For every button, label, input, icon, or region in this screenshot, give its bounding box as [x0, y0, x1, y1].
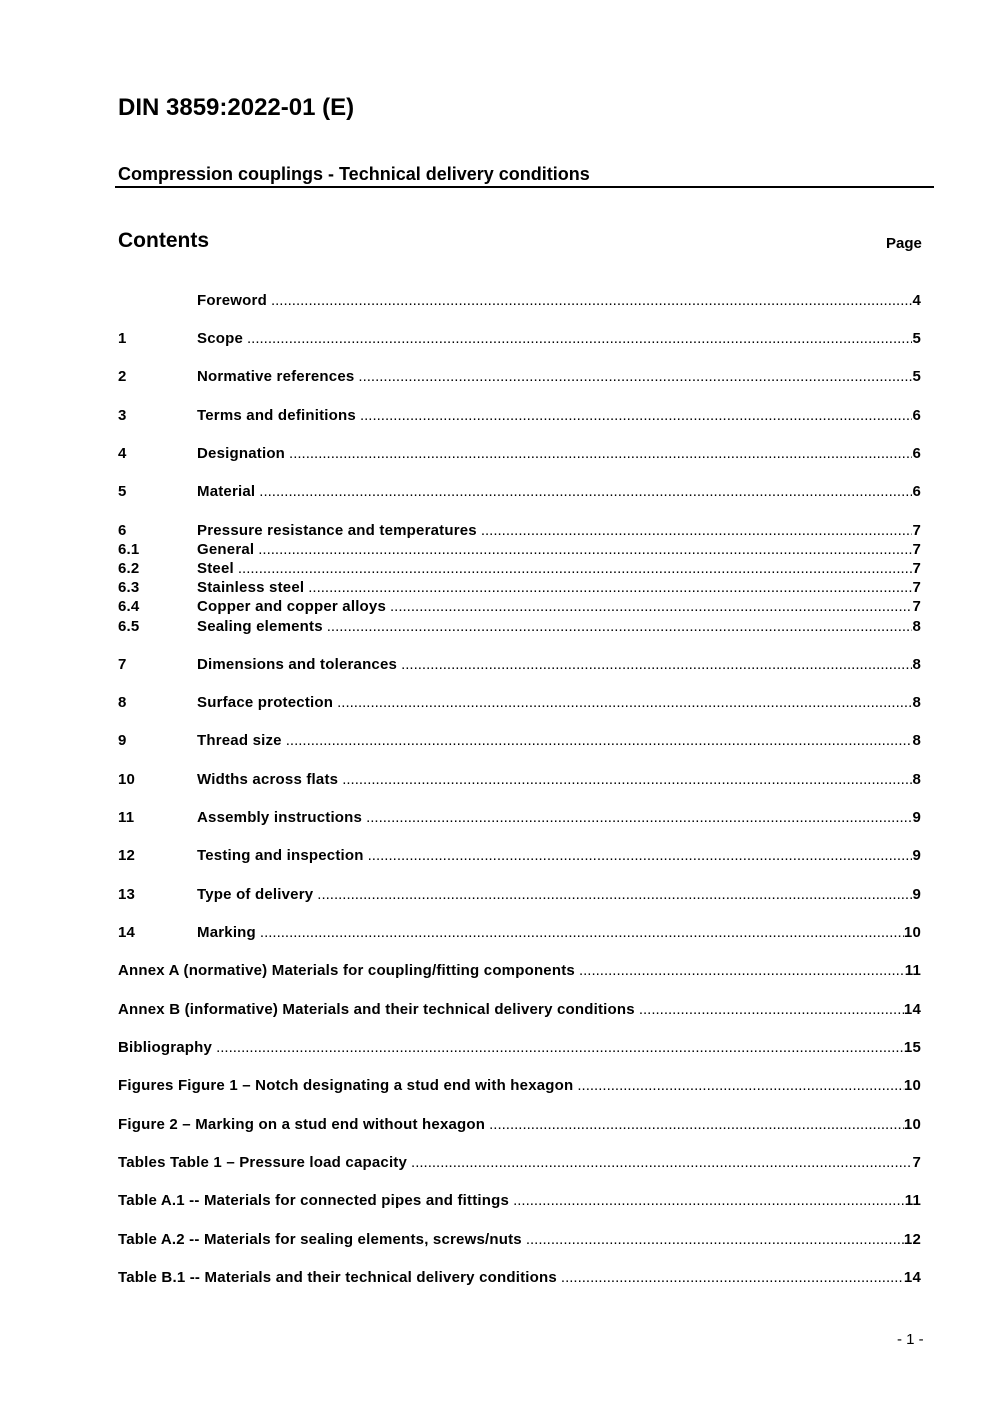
toc-entry-page: 9: [912, 886, 921, 903]
toc-entry[interactable]: [118, 579, 921, 599]
toc-entry-title: Sealing elements: [197, 618, 323, 635]
toc-entry-title: Thread size: [197, 732, 282, 749]
toc-entry-page: 12: [903, 1231, 921, 1248]
toc-leader-dots: [526, 1231, 904, 1248]
toc-entry-page: 8: [912, 694, 921, 711]
toc-entry-page: 15: [903, 1039, 921, 1056]
toc-entry-number: 6.3: [118, 579, 140, 596]
toc-entry-page: 9: [912, 847, 921, 864]
toc-entry[interactable]: [118, 330, 921, 350]
toc-entry-title: Annex B (informative) Materials and their technical delivery conditions: [118, 1001, 635, 1018]
toc-entry-page: 7: [912, 522, 921, 539]
toc-entry-page: 10: [903, 924, 921, 941]
toc-entry[interactable]: [118, 1231, 921, 1251]
toc-entry-page: 7: [912, 579, 921, 596]
toc-entry[interactable]: [118, 886, 921, 906]
toc-entry[interactable]: [118, 847, 921, 867]
toc-entry-title: Widths across flats: [197, 771, 339, 788]
toc-entry-number: 6.5: [118, 618, 140, 635]
toc-leader-dots: [317, 886, 912, 903]
toc-entry-number: 12: [118, 847, 136, 864]
toc-entry-title: Normative references: [197, 368, 355, 385]
toc-entry-title: Designation: [197, 445, 286, 462]
toc-entry[interactable]: [118, 656, 921, 676]
toc-entry-page: 11: [904, 1192, 921, 1209]
toc-entry-number: 11: [118, 809, 135, 826]
toc-entry-title: Bibliography: [118, 1039, 213, 1056]
toc-entry-title: Copper and copper alloys: [197, 598, 387, 615]
toc-entry-number: 4: [118, 445, 127, 462]
toc-leader-dots: [401, 656, 912, 673]
toc-entry-page: 6: [912, 445, 921, 462]
toc-leader-dots: [513, 1192, 905, 1209]
toc-leader-dots: [360, 407, 913, 424]
toc-entry[interactable]: [118, 618, 921, 638]
toc-entry-title: Pressure resistance and temperatures: [197, 522, 477, 539]
toc-entry-page: 6: [912, 483, 921, 500]
toc-entry[interactable]: [118, 368, 921, 388]
toc-leader-dots: [577, 1077, 904, 1094]
toc-entry-page: 5: [912, 330, 921, 347]
toc-entry[interactable]: [118, 1116, 921, 1136]
toc-entry[interactable]: [118, 292, 921, 312]
toc-leader-dots: [390, 598, 912, 615]
toc-leader-dots: [271, 292, 913, 309]
toc-leader-dots: [358, 368, 912, 385]
toc-entry-title: Material: [197, 483, 256, 500]
toc-entry[interactable]: [118, 1192, 921, 1212]
toc-entry-title: Annex A (normative) Materials for coupling/fitting components: [118, 962, 575, 979]
toc-entry[interactable]: [118, 522, 921, 542]
toc-entry-number: 7: [118, 656, 127, 673]
toc-entry-number: 14: [118, 924, 136, 941]
toc-entry-page: 11: [904, 962, 921, 979]
toc-entry[interactable]: [118, 962, 921, 982]
toc-entry[interactable]: [118, 771, 921, 791]
toc-leader-dots: [342, 771, 912, 788]
toc-leader-dots: [481, 522, 913, 539]
toc-entry-number: 13: [118, 886, 136, 903]
toc-entry-page: 8: [912, 771, 921, 788]
toc-entry-page: 9: [912, 809, 921, 826]
toc-entry-number: 9: [118, 732, 127, 749]
toc-entry-number: 6.1: [118, 541, 140, 558]
toc-entry-title: Dimensions and tolerances: [197, 656, 398, 673]
toc-entry-number: 1: [118, 330, 127, 347]
toc-leader-dots: [258, 541, 912, 558]
toc-leader-dots: [289, 445, 912, 462]
toc-entry-number: 6: [118, 522, 127, 539]
toc-entry-page: 7: [912, 541, 921, 558]
toc-entry-title: Figure 2 – Marking on a stud end without hexagon: [118, 1116, 486, 1133]
toc-entry-title: Tables Table 1 – Pressure load capacity: [118, 1154, 408, 1171]
toc-leader-dots: [639, 1001, 904, 1018]
toc-entry[interactable]: [118, 445, 921, 465]
toc-entry-page: 4: [912, 292, 921, 309]
page-number: - 1 -: [897, 1331, 924, 1348]
toc-leader-dots: [368, 847, 913, 864]
toc-entry-page: 10: [903, 1116, 921, 1133]
toc-entry-number: 10: [118, 771, 136, 788]
toc-entry[interactable]: [118, 483, 921, 503]
toc-entry-page: 14: [903, 1269, 921, 1286]
toc-leader-dots: [286, 732, 913, 749]
toc-leader-dots: [337, 694, 912, 711]
toc-entry-title: Table B.1 -- Materials and their technical delivery conditions: [118, 1269, 557, 1286]
toc-entry-page: 7: [912, 598, 921, 615]
toc-leader-dots: [216, 1039, 904, 1056]
toc-entry-title: Assembly instructions: [197, 809, 363, 826]
toc-leader-dots: [327, 618, 913, 635]
toc-entry-title: Table A.1 -- Materials for connected pipes and fittings: [118, 1192, 510, 1209]
toc-entry-number: 2: [118, 368, 127, 385]
toc-entry-title: Scope: [197, 330, 244, 347]
toc-leader-dots: [489, 1116, 904, 1133]
toc-leader-dots: [561, 1269, 904, 1286]
toc-entry[interactable]: [118, 407, 921, 427]
toc-entry[interactable]: [118, 924, 921, 944]
toc-entry-page: 7: [912, 1154, 921, 1171]
toc-entry-page: 14: [903, 1001, 921, 1018]
toc-entry[interactable]: [118, 1001, 921, 1021]
toc-entry-page: 10: [903, 1077, 921, 1094]
toc-entry[interactable]: [118, 541, 921, 561]
toc-entry-page: 8: [912, 618, 921, 635]
toc-entry-number: 6.4: [118, 598, 140, 615]
toc-entry-title: Terms and definitions: [197, 407, 356, 424]
toc-entry-page: 8: [912, 732, 921, 749]
toc-leader-dots: [238, 560, 913, 577]
toc-entry-page: 7: [912, 560, 921, 577]
toc-leader-dots: [260, 924, 904, 941]
toc-entry-title: Steel: [197, 560, 234, 577]
toc-entry-title: Marking: [197, 924, 256, 941]
toc-entry[interactable]: [118, 560, 921, 580]
toc-leader-dots: [247, 330, 912, 347]
toc-entry-title: Foreword: [197, 292, 267, 309]
toc-entry-title: Type of delivery: [197, 886, 314, 903]
document-subtitle: Compression couplings - Technical delivery conditions: [118, 164, 590, 184]
toc-entry-title: Figures Figure 1 – Notch designating a stud end with hexagon: [118, 1077, 574, 1094]
toc-entry[interactable]: [118, 694, 921, 714]
toc-leader-dots: [579, 962, 905, 979]
contents-heading: Contents: [118, 229, 209, 252]
toc-leader-dots: [366, 809, 912, 826]
toc-entry[interactable]: [118, 809, 921, 829]
toc-entry-number: 5: [118, 483, 127, 500]
toc-leader-dots: [259, 483, 912, 500]
toc-entry-title: Stainless steel: [197, 579, 305, 596]
toc-entry[interactable]: [118, 1077, 921, 1097]
toc-entry-title: Surface protection: [197, 694, 334, 711]
toc-entry[interactable]: [118, 1154, 921, 1174]
toc-entry[interactable]: [118, 1269, 921, 1289]
toc-entry[interactable]: [118, 732, 921, 752]
toc-entry-number: 8: [118, 694, 127, 711]
toc-entry-page: 6: [912, 407, 921, 424]
toc-entry[interactable]: [118, 598, 921, 618]
toc-entry-title: Table A.2 -- Materials for sealing elements, screws/nuts: [118, 1231, 522, 1248]
document-id: DIN 3859:2022-01 (E): [118, 94, 355, 121]
toc-entry-number: 6.2: [118, 560, 140, 577]
toc-leader-dots: [411, 1154, 912, 1171]
toc-entry-number: 3: [118, 407, 127, 424]
toc-entry-title: General: [197, 541, 255, 558]
page-column-heading: Page: [886, 235, 922, 252]
toc-leader-dots: [308, 579, 912, 596]
toc-entry-page: 5: [912, 368, 921, 385]
toc-entry-page: 8: [912, 656, 921, 673]
toc-entry-title: Testing and inspection: [197, 847, 364, 864]
toc-entry[interactable]: [118, 1039, 921, 1059]
